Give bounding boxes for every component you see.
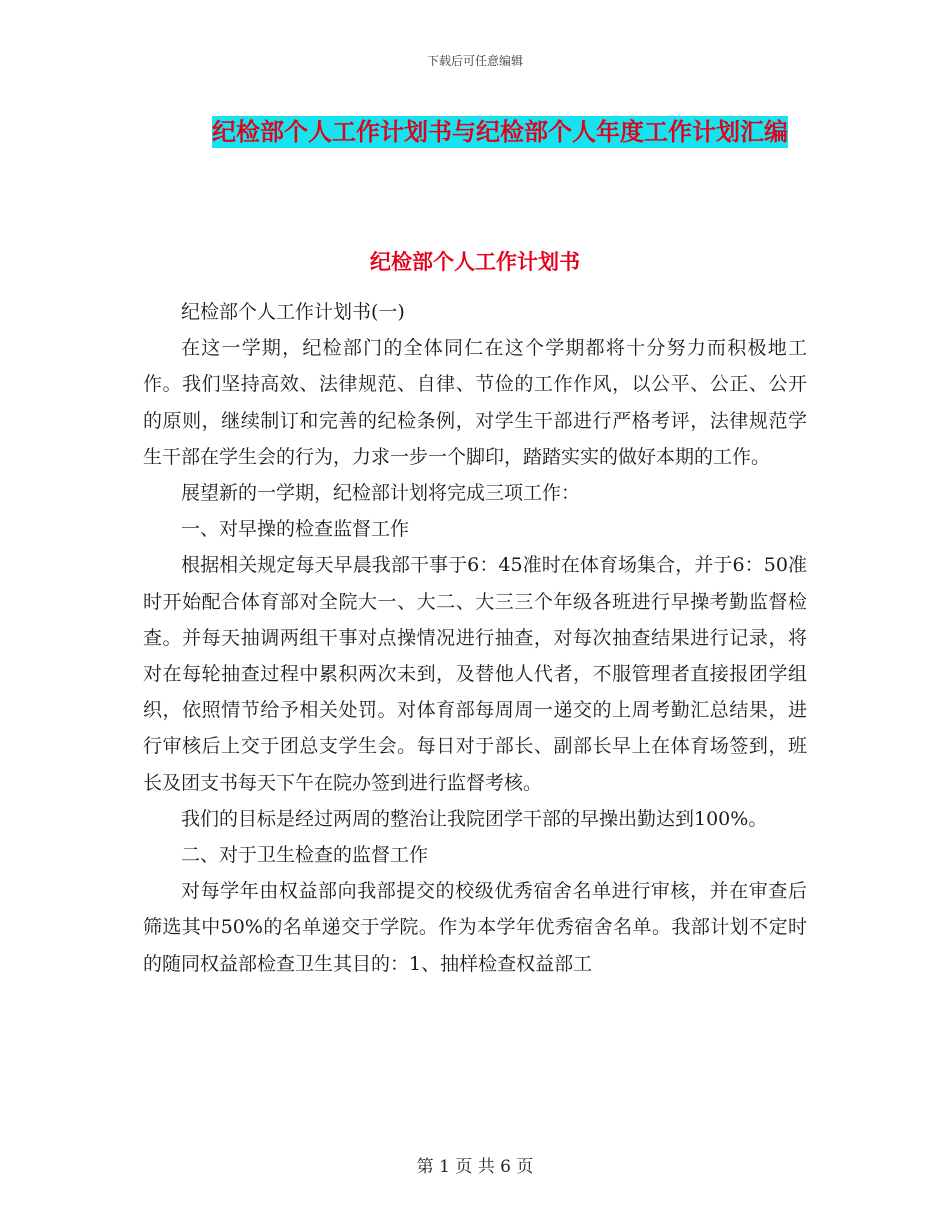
paragraph: 一、对早操的检查监督工作 [181,518,410,541]
document-title [190,110,810,154]
page-header-note: 下载后可任意编辑 [426,54,523,68]
paragraph: 二、对于卫生检查的监督工作 [181,844,429,867]
paragraph: 纪检部个人工作计划书(一) [181,301,405,323]
document-title-text: 纪检部个人工作计划书与纪检部个人年度工作计划汇编 [212,118,788,146]
document-body [143,294,807,982]
paragraph: 我们的目标是经过两周的整治让我院团学干部的早操出勤达到100%。 [181,807,768,830]
paragraph: 在这一学期，纪检部门的全体同仁在这个学期都将十分努力而积极地工作。我们坚持高效、法律规范、自律、节俭的工作作风，以公平、公正、公开的原则，继续制订和完善的纪检条例，对学生干部进行严格考评，法律规范学生干部在学生会的行为，力求一步一个脚印，踏踏实实的做好本期的工作。 [143,337,807,468]
paragraph: 展望新的一学期，纪检部计划将完成三项工作： [181,482,581,505]
paragraph: 根据相关规定每天早晨我部干事于6：45准时在体育场集合，并于6：50准时开始配合体育部对全院大一、大二、大三三个年级各班进行早操考勤监督检查。并每天抽调两组干事对点操情况进行抽查，对每次抽查结果进行记录，将对在每轮抽查过程中累积两次未到，及替他人代者，不服管理者直接报团学组织，依照情节给予相关处罚。对体育部每周周一递交的上周考勤汇总结果，进行审核后上交于团总支学生会。每日对于部长、副部长早上在体育场签到，班长及团支书每天下午在院办签到进行监督考核。 [143,554,807,794]
page-number-footer: 第 1 页 共 6 页 [416,1157,534,1177]
section-title: 纪检部个人工作计划书 [370,250,580,274]
paragraph: 对每学年由权益部向我部提交的校级优秀宿舍名单进行审核，并在审查后筛选其中50%的名单递交于学院。作为本学年优秀宿舍名单。我部计划不定时的随同权益部检查卫生其目的：1、抽样检查权益部工 [143,880,807,975]
